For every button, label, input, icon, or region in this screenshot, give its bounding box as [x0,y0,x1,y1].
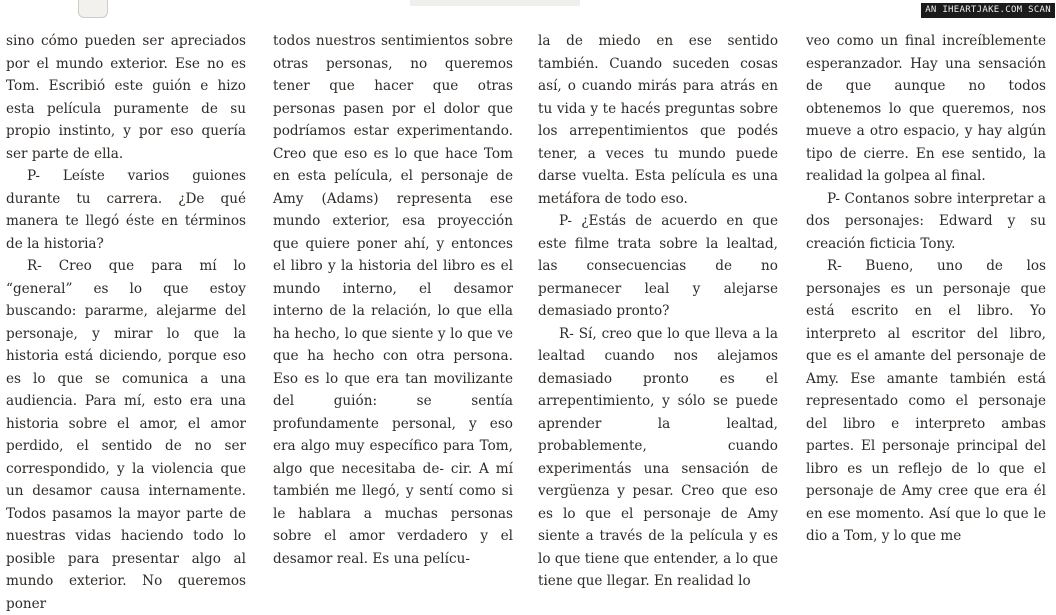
paragraph: R- Creo que para mí lo “general” es lo que estoy buscando: pararme, alejarme del personaje, y mirar lo que la historia está diciendo, porque eso es lo que se comunica a una audiencia. Para mí, esto era una historia sobre el amor, el amor perdido, el sentido de no ser correspondido, y la violencia que un desamor causa internamente. Todos pasamos la mayor parte de nuestras vidas haciendo todo lo posible para presentar algo al mundo exterior. No queremos poner [6,258,246,612]
magazine-logo-fragment [78,0,108,18]
paragraph: la de miedo en ese sentido también. Cuando suceden cosas así, o cuando mirás para atrás en tu vida y te hacés preguntas sobre los arrepentimientos que podés tener, a veces tu mundo puede darse vuelta. Esta película es una metáfora de todo eso. [538,33,778,207]
paragraph: P- Contanos sobre interpretar a dos personajes: Edward y su creación ficticia Tony. [806,190,1046,252]
paragraph: sino cómo pueden ser apreciados por el mundo exterior. Ese no es Tom. Escribió este guión e hizo esta película puramente de su propio instinto, y por eso quería ser parte de ella. [6,33,246,162]
paragraph: R- Bueno, uno de los personajes es un personaje que está escrito en el libro. Yo interpreto al escritor del libro, que es el amante del personaje de Amy. Ese amante también está representado como el personaje del libro e interpreto ambas partes. El personaje principal del libro es un reflejo de lo que el personaje de Amy cree que era él en ese momento. Así que lo que le dio a Tom, y lo que me [806,258,1046,544]
paragraph: R- Sí, creo que lo que lleva a la lealtad cuando nos alejamos demasiado pronto es el arrepentimiento, y sólo se puede aprender la lealtad, probablemente, cuando experimentás una sensación de vergüenza y pesar. Creo que eso es lo que el personaje de Amy siente a través de la película y es lo que tiene que entender, a lo que tiene que llegar. En realidad lo [538,325,778,589]
text-column-3 [538,30,778,593]
text-column-4 [806,30,1046,548]
header-decoration [410,0,580,6]
paragraph: veo como un final increíblemente esperanzador. Hay una sensación de que aunque no todos obtenemos lo que queremos, nos mueve a otro espacio, y hay algún tipo de cierre. En ese sentido, la realidad la golpea al final. [806,33,1046,184]
text-column-1 [6,30,246,615]
paragraph: P- Leíste varios guiones durante tu carrera. ¿De qué manera te llegó éste en términos de la historia? [6,168,246,252]
paragraph: todos nuestros sentimientos sobre otras personas, no queremos tener que hacer que otras personas pasen por el dolor que podríamos estar experimentando. Creo que eso es lo que hace Tom en esta película, el personaje de Amy (Adams) representa ese mundo exterior, esa proyección que quiere poner ahí, y entonces el libro y la historia del libro es el mundo interno, el desamor interno de la relación, lo que ella ha hecho, lo que siente y lo que ve que ha hecho con otra persona. Eso es lo que era tan movilizante del guión: se sentía profundamente personal, y eso era algo muy específico para Tom, algo que necesitaba de- cir. A mí también me llegó, y sentí como si le hablara a muchas personas sobre el amor verdadero y el desamor real. Es una pelícu- [273,33,513,567]
paragraph: P- ¿Estás de acuerdo en que este filme trata sobre la lealtad, las consecuencias de no permanecer leal y alejarse demasiado pronto? [538,213,778,319]
scan-watermark: AN IHEARTJAKE.COM SCAN [921,3,1055,18]
text-column-2 [273,30,513,570]
